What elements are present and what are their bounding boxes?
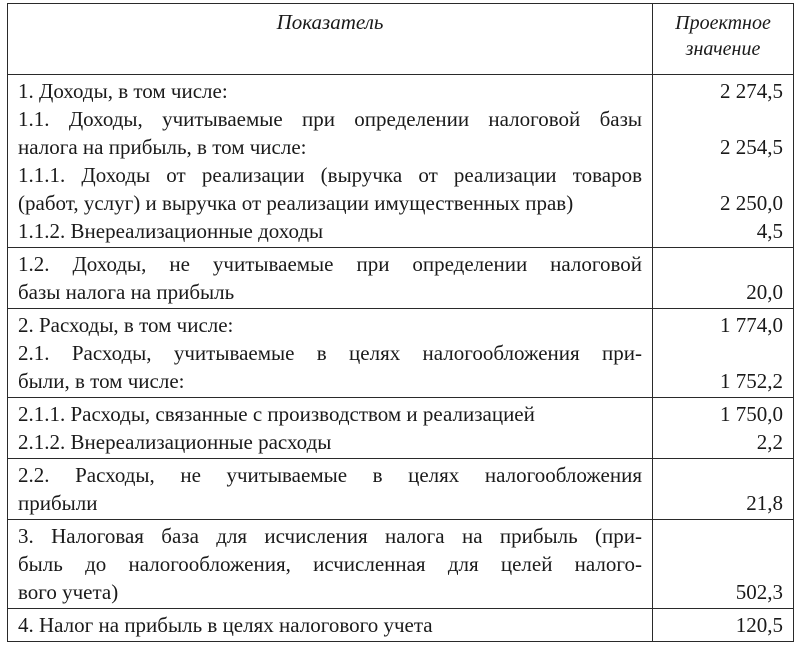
value-text: 2,2: [756, 430, 783, 454]
table-row: [8, 248, 794, 309]
indicator-text-line: 4. Налог на прибыль в целях налогового учета: [18, 613, 433, 637]
table-row: [8, 609, 794, 642]
value-text: 1 774,0: [720, 313, 783, 337]
value-cell: [653, 520, 794, 609]
table-row: [8, 75, 794, 248]
value-text: 2 274,5: [720, 79, 783, 103]
indicator-text-line: 3. Налоговая база для исчисления налога на прибыль (при-: [18, 524, 642, 548]
indicator-text-line: 2.2. Расходы, не учитываемые в целях налогообложения: [18, 463, 642, 487]
indicator-text-line: 2.1.2. Внереализационные расходы: [18, 430, 332, 454]
indicator-text-line: 1. Доходы, в том числе:: [18, 79, 228, 103]
indicator-cell: [8, 459, 653, 520]
indicator-text-line: прибыли: [18, 491, 98, 515]
indicator-text-line: 1.1.2. Внереализационные доходы: [18, 219, 324, 243]
value-cell: [653, 459, 794, 520]
indicator-text-line: быль до налогообложения, исчисленная для целей налого-: [18, 552, 642, 576]
column-header-value-line2: значение: [685, 38, 761, 60]
table-row: [8, 309, 794, 398]
value-cell: [653, 609, 794, 642]
indicator-cell: [8, 75, 653, 248]
indicator-text-line: налога на прибыль, в том числе:: [18, 135, 307, 159]
indicator-text-line: вого учета): [18, 580, 119, 604]
column-header-value-line1: Проектное: [675, 12, 771, 34]
indicator-text-line: 1.1.1. Доходы от реализации (выручка от реализации товаров: [18, 163, 642, 187]
value-text: 21,8: [746, 491, 783, 515]
value-cell: [653, 248, 794, 309]
indicator-cell: [8, 398, 653, 459]
value-cell: [653, 398, 794, 459]
indicator-text-line: были, в том числе:: [18, 369, 185, 393]
value-text: 120,5: [735, 613, 783, 637]
indicator-cell: [8, 609, 653, 642]
value-text: 20,0: [746, 280, 783, 304]
table-row: [8, 459, 794, 520]
value-text: 4,5: [756, 219, 783, 243]
table-header-row: [8, 4, 794, 75]
table-row: [8, 398, 794, 459]
column-header-indicator: Показатель: [8, 4, 653, 75]
table-body: [8, 75, 794, 642]
value-text: 1 750,0: [720, 402, 783, 426]
table-row: [8, 520, 794, 609]
indicator-cell: [8, 520, 653, 609]
value-text: 502,3: [735, 580, 783, 604]
indicator-text-line: 2. Расходы, в том числе:: [18, 313, 234, 337]
indicator-text-line: 2.1. Расходы, учитываемые в целях налогообложения при-: [18, 341, 642, 365]
indicator-text-line: 1.1. Доходы, учитываемые при определении налоговой базы: [18, 107, 642, 131]
value-cell: [653, 309, 794, 398]
value-text: 2 254,5: [720, 135, 783, 159]
indicator-cell: [8, 248, 653, 309]
column-header-value: [653, 4, 794, 75]
value-text: 1 752,2: [720, 369, 783, 393]
indicator-text-line: 2.1.1. Расходы, связанные с производством и реализацией: [18, 402, 535, 426]
indicator-text-line: (работ, услуг) и выручка от реализации имущественных прав): [18, 191, 574, 215]
indicators-table: [7, 3, 794, 642]
indicator-cell: [8, 309, 653, 398]
value-cell: [653, 75, 794, 248]
indicator-text-line: базы налога на прибыль: [18, 280, 235, 304]
value-text: 2 250,0: [720, 191, 783, 215]
indicator-text-line: 1.2. Доходы, не учитываемые при определении налоговой: [18, 252, 642, 276]
